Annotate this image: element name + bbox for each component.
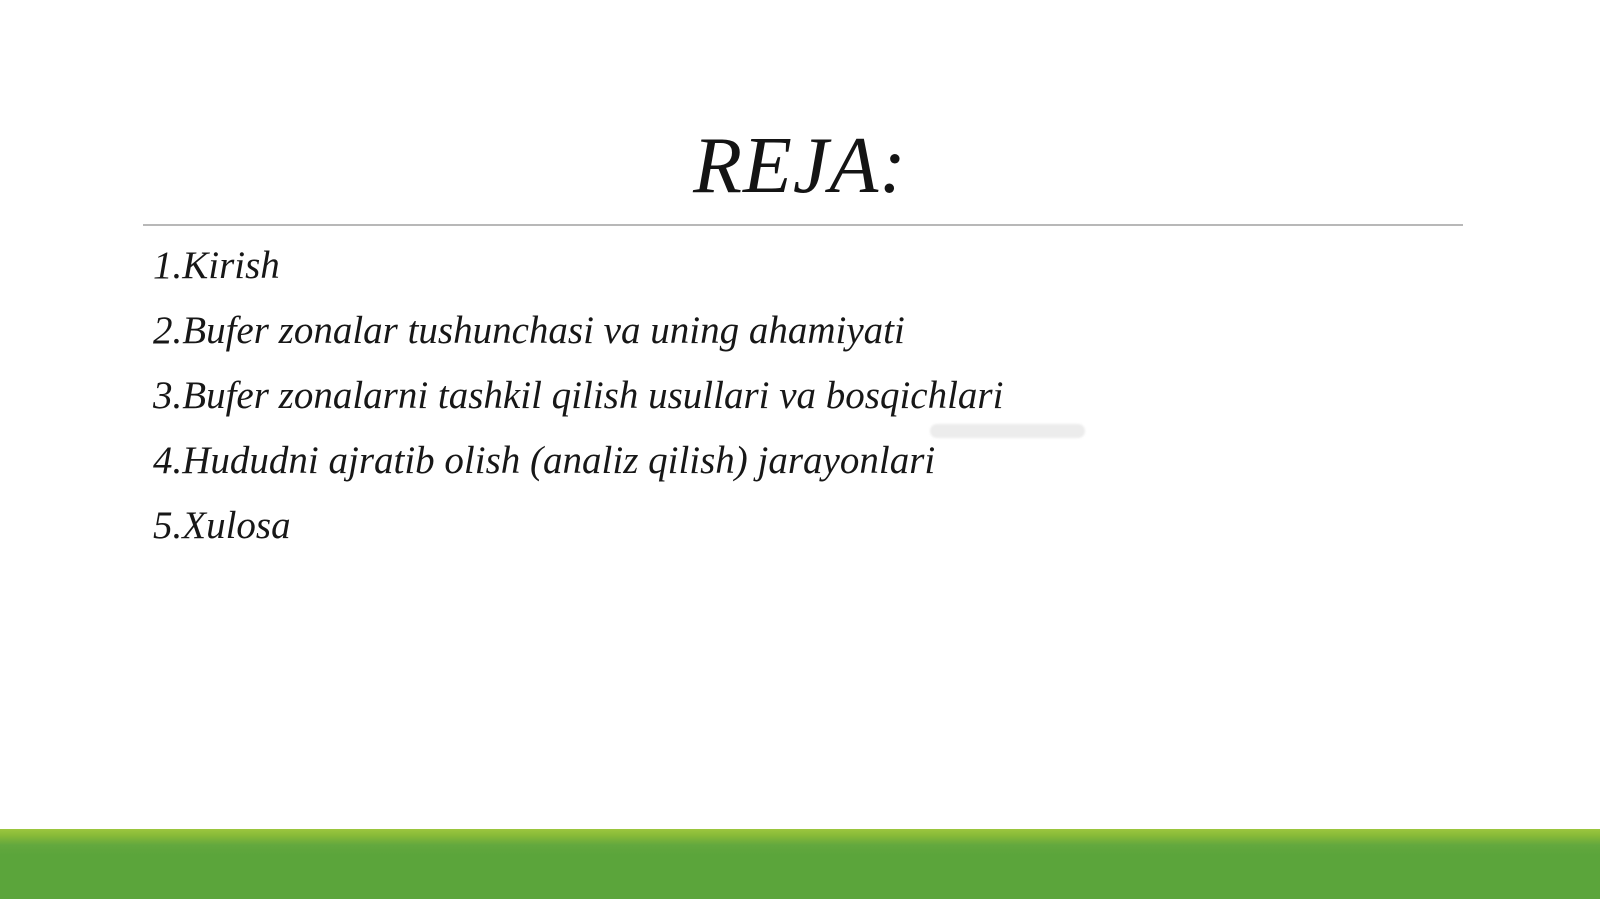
agenda-item-5: 5.Xulosa — [153, 504, 291, 547]
agenda-list — [153, 233, 1453, 558]
slide-title: REJA: — [693, 122, 907, 210]
agenda-item-3: 3.Bufer zonalarni tashkil qilish usullari va bosqichlari — [153, 374, 1004, 417]
agenda-item-4: 4.Hududni ajratib olish (analiz qilish) jarayonlari — [153, 439, 936, 482]
title-divider-line — [143, 224, 1463, 226]
footer-accent-bar — [0, 829, 1600, 899]
agenda-item-2: 2.Bufer zonalar tushunchasi va uning ahamiyati — [153, 309, 905, 352]
agenda-item-1: 1.Kirish — [153, 244, 280, 287]
faint-highlight-artifact — [930, 424, 1085, 438]
